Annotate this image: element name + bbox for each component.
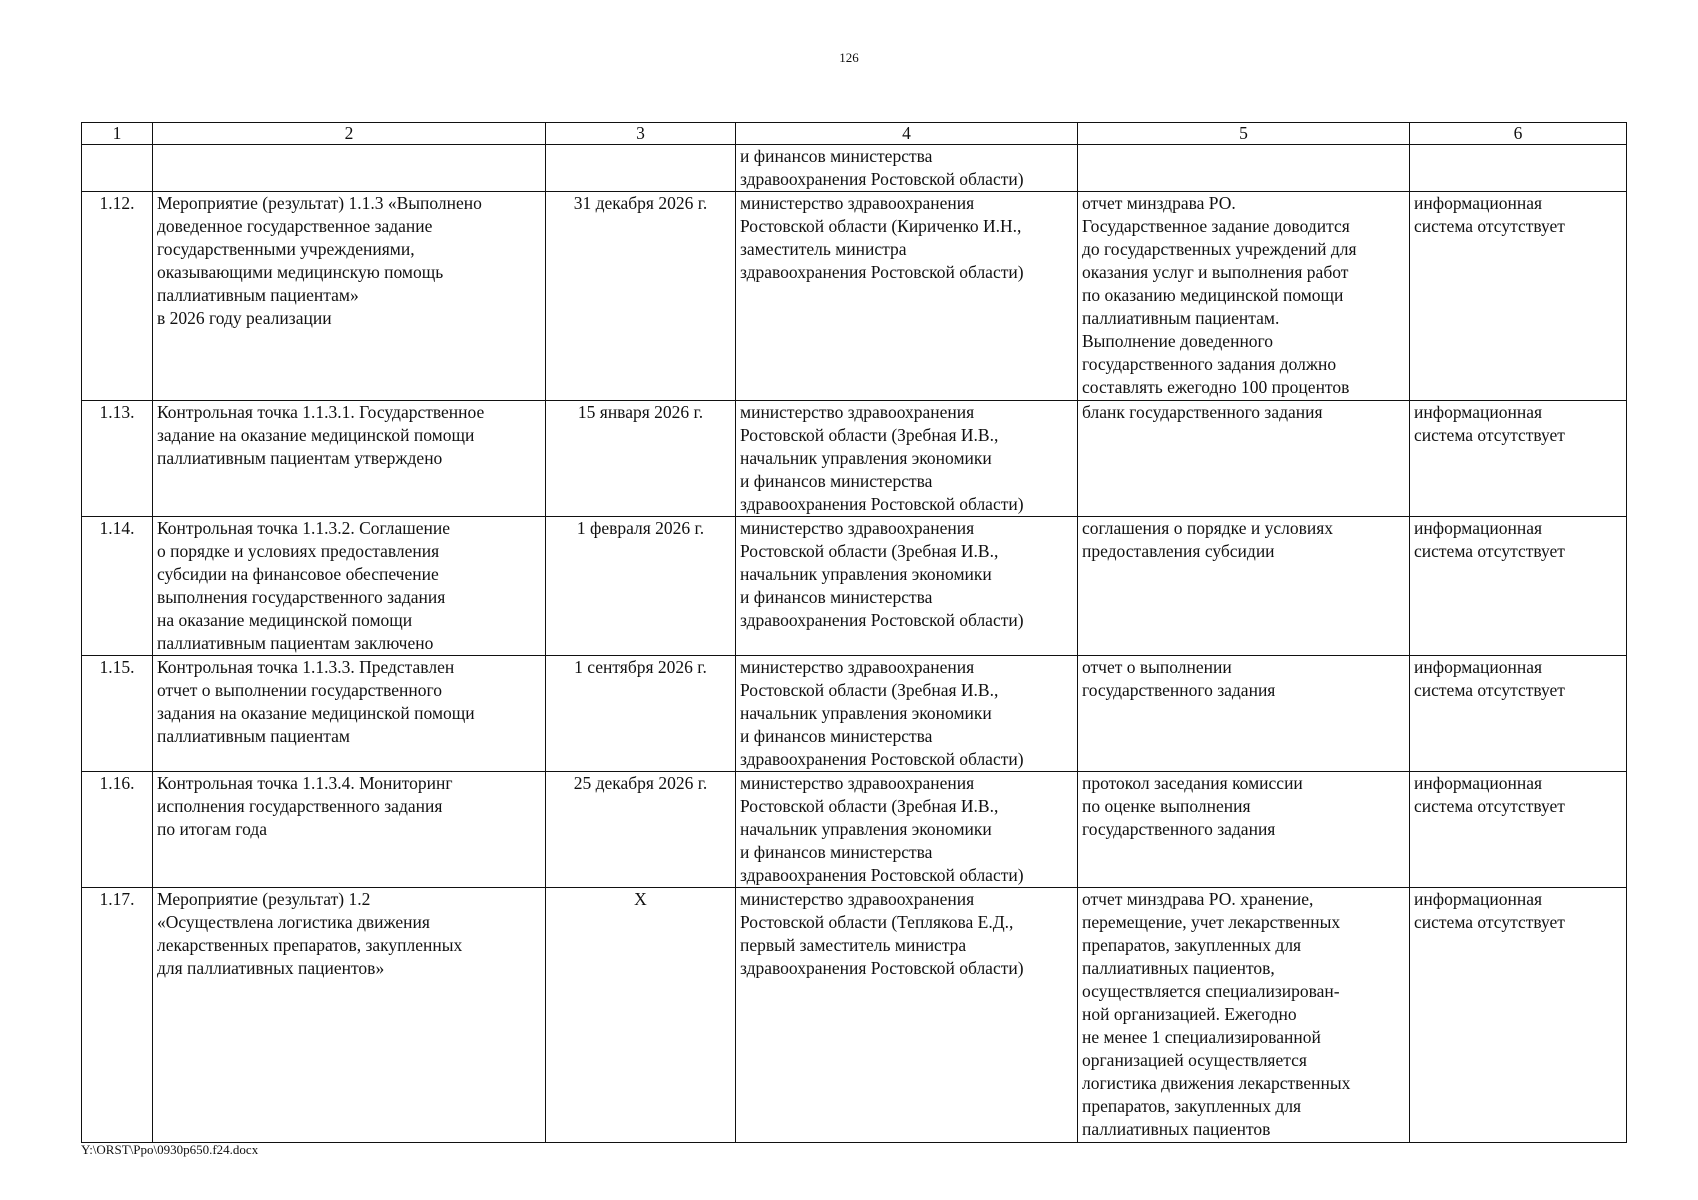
system-cell: информационная система отсутствует: [1410, 656, 1627, 772]
date-cell: 1 сентября 2026 г.: [546, 656, 736, 772]
document-cell: соглашения о порядке и условиях предоставления субсидии: [1078, 517, 1410, 656]
responsible-cell: министерство здравоохранения Ростовской области (Кириченко И.Н., заместитель министра здравоохранения Ростовской области): [736, 192, 1078, 401]
date-cell: 25 декабря 2026 г.: [546, 772, 736, 888]
event-cell: Контрольная точка 1.1.3.3. Представлен отчет о выполнении государственного задания на оказание медицинской помощи паллиативным пациентам: [153, 656, 546, 772]
document-cell: протокол заседания комиссии по оценке выполнения государственного задания: [1078, 772, 1410, 888]
system-cell: информационная система отсутствует: [1410, 401, 1627, 517]
event-cell: Мероприятие (результат) 1.1.3 «Выполнено доведенное государственное задание государственными учреждениями, оказывающими медицинскую помощь паллиативным пациентам» в 2026 году реализации: [153, 192, 546, 401]
column-number: 3: [546, 123, 736, 145]
responsible-cell: министерство здравоохранения Ростовской области (Зребная И.В., начальник управления экономики и финансов министерства здравоохранения Ростовской области): [736, 401, 1078, 517]
system-cell: информационная система отсутствует: [1410, 772, 1627, 888]
document-cell: отчет о выполнении государственного задания: [1078, 656, 1410, 772]
table-row: [82, 145, 1627, 192]
column-number: 4: [736, 123, 1078, 145]
row-number: 1.14.: [82, 517, 153, 656]
date-cell: [546, 145, 736, 192]
date-cell: 15 января 2026 г.: [546, 401, 736, 517]
file-path-footer: Y:\ORST\Ppo\0930p650.f24.docx: [81, 1142, 259, 1157]
row-number: 1.12.: [82, 192, 153, 401]
row-number: 1.15.: [82, 656, 153, 772]
date-cell: 31 декабря 2026 г.: [546, 192, 736, 401]
event-cell: Контрольная точка 1.1.3.4. Мониторинг исполнения государственного задания по итогам года: [153, 772, 546, 888]
system-cell: информационная система отсутствует: [1410, 517, 1627, 656]
system-cell: информационная система отсутствует: [1410, 888, 1627, 1143]
table-row: [82, 888, 1627, 1143]
date-cell: Х: [546, 888, 736, 1143]
system-cell: информационная система отсутствует: [1410, 192, 1627, 401]
document-cell: бланк государственного задания: [1078, 401, 1410, 517]
event-cell: Контрольная точка 1.1.3.2. Соглашение о порядке и условиях предоставления субсидии на финансовое обеспечение выполнения государственного задания на оказание медицинской помощи паллиативным пациентам заключено: [153, 517, 546, 656]
document-cell: отчет минздрава РО. Государственное задание доводится до государственных учреждений для оказания услуг и выполнения работ по оказанию медицинской помощи паллиативным пациентам. Выполнение доведенного государственного задания должно составлять ежегодно 100 процентов: [1078, 192, 1410, 401]
row-number: [82, 145, 153, 192]
responsible-cell: министерство здравоохранения Ростовской области (Зребная И.В., начальник управления экономики и финансов министерства здравоохранения Ростовской области): [736, 772, 1078, 888]
column-number-row: [82, 123, 1627, 145]
event-cell: Контрольная точка 1.1.3.1. Государственное задание на оказание медицинской помощи паллиативным пациентам утверждено: [153, 401, 546, 517]
column-number: 1: [82, 123, 153, 145]
date-cell: 1 февраля 2026 г.: [546, 517, 736, 656]
table-row: [82, 772, 1627, 888]
event-cell: [153, 145, 546, 192]
table-row: [82, 656, 1627, 772]
row-number: 1.16.: [82, 772, 153, 888]
event-cell: Мероприятие (результат) 1.2 «Осуществлена логистика движения лекарственных препаратов, закупленных для паллиативных пациентов»: [153, 888, 546, 1143]
row-number: 1.13.: [82, 401, 153, 517]
page-number: 126: [839, 50, 859, 65]
system-cell: [1410, 145, 1627, 192]
plan-table: [81, 122, 1627, 1143]
column-number: 2: [153, 123, 546, 145]
table-row: [82, 192, 1627, 401]
responsible-cell: министерство здравоохранения Ростовской области (Теплякова Е.Д., первый заместитель министра здравоохранения Ростовской области): [736, 888, 1078, 1143]
responsible-cell: министерство здравоохранения Ростовской области (Зребная И.В., начальник управления экономики и финансов министерства здравоохранения Ростовской области): [736, 656, 1078, 772]
column-number: 6: [1410, 123, 1627, 145]
table-row: [82, 401, 1627, 517]
document-cell: отчет минздрава РО. хранение, перемещение, учет лекарственных препаратов, закупленных для паллиативных пациентов, осуществляется специализирован- ной организацией. Ежегодно не менее 1 специализированной организацией осуществляется логистика движения лекарственных препаратов, закупленных для паллиативных пациентов: [1078, 888, 1410, 1143]
responsible-cell: министерство здравоохранения Ростовской области (Зребная И.В., начальник управления экономики и финансов министерства здравоохранения Ростовской области): [736, 517, 1078, 656]
document-cell: [1078, 145, 1410, 192]
column-number: 5: [1078, 123, 1410, 145]
table-row: [82, 517, 1627, 656]
responsible-cell: и финансов министерства здравоохранения Ростовской области): [736, 145, 1078, 192]
row-number: 1.17.: [82, 888, 153, 1143]
